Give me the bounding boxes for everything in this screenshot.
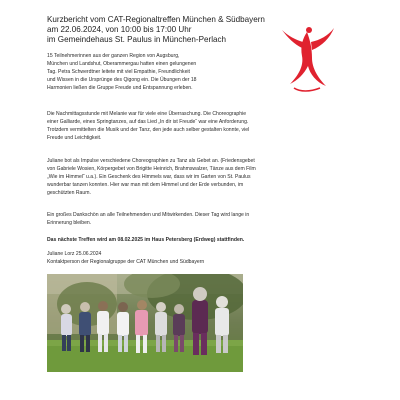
- paragraph-participants: [47, 52, 197, 92]
- signature-block: [47, 250, 204, 266]
- text-line: Trotzdem vermittelten die Musik und der Tanz, den jede auch selber gestalten konnte, viel: [47, 127, 250, 134]
- paragraph-impulses: [47, 157, 256, 197]
- text-line: Harmonien ließen die Gruppe Freude und Entspannung erleben.: [47, 85, 193, 92]
- photo-drawing: [47, 274, 243, 372]
- text-line: Juliane bot als Impulse verschiedene Choreographien zu Tanz als Gebet an. (Friedensgebet: [47, 158, 255, 164]
- garden-dance-photo: [47, 274, 243, 372]
- next-meeting-notice: [47, 236, 244, 244]
- text-line: und Wissen in die Ursprünge des Qigong ein. Die Übungen der 18: [47, 77, 197, 84]
- text-line: einer Galliarde, eines Springtanzes, auf das Lied „In dir ist Freude“ war eine Anforderung.: [47, 119, 249, 126]
- title-line-3: im Gemeindehaus St. Paulus in München-Perlach: [47, 35, 227, 44]
- text-line: Die Nachmittagsstunde mit Melanie war für viele eine Überraschung. Die Choreographie: [47, 111, 247, 117]
- text-line: Erinnerung bleiben.: [47, 220, 92, 227]
- paragraph-thanks: [47, 211, 249, 227]
- text-line: 15 Teilnehmerinnen aus der ganzen Region von Augsburg,: [47, 53, 180, 59]
- title-line-1: Kurzbericht vom CAT-Regionaltreffen München & Südbayern: [47, 15, 265, 24]
- text-line: Freude und Leichtigkeit.: [47, 135, 102, 142]
- paragraph-afternoon: [47, 110, 249, 142]
- text-line: wunderbar tanzen konnten. Hier war man mit dem Himmel und der Erde verbunden, im: [47, 182, 244, 189]
- text-line: „Wie im Himmel“ u.a.). Ein Geschenk des Himmels war, dass wir im Garten von St. Paulus: [47, 174, 251, 181]
- text-line: Das nächste Treffen wird am 08.02.2025 im Haus Petersberg (Erdweg) stattfinden.: [47, 237, 245, 243]
- author-role: Kontaktperson der Regionalgruppe der CAT München und Südbayern: [47, 259, 205, 266]
- author-date: Juliane Lorz 25.06.2024: [47, 251, 102, 257]
- text-line: München und Landshut, Oberammergau hatten einen gelungenen: [47, 61, 197, 68]
- red-dancer-logo-icon: [276, 26, 338, 94]
- text-line: Tag. Petra Schwerdtner leitete mit viel Empathie, Freundlichkeit: [47, 69, 190, 76]
- text-line: geschützten Raum.: [47, 190, 91, 197]
- title-line-2: am 22.06.2024, von 10:00 bis 17:00 Uhr: [47, 25, 192, 34]
- text-line: von Gabriele Wosien, Körpergebet von Brigitte Heinrich, Brahmswalzer, Tänze aus dem Film: [47, 166, 256, 173]
- text-line: Ein großes Dankschön an alle Teilnehmenden und Mitwirkenden. Dieser Tag wird lange in: [47, 212, 250, 218]
